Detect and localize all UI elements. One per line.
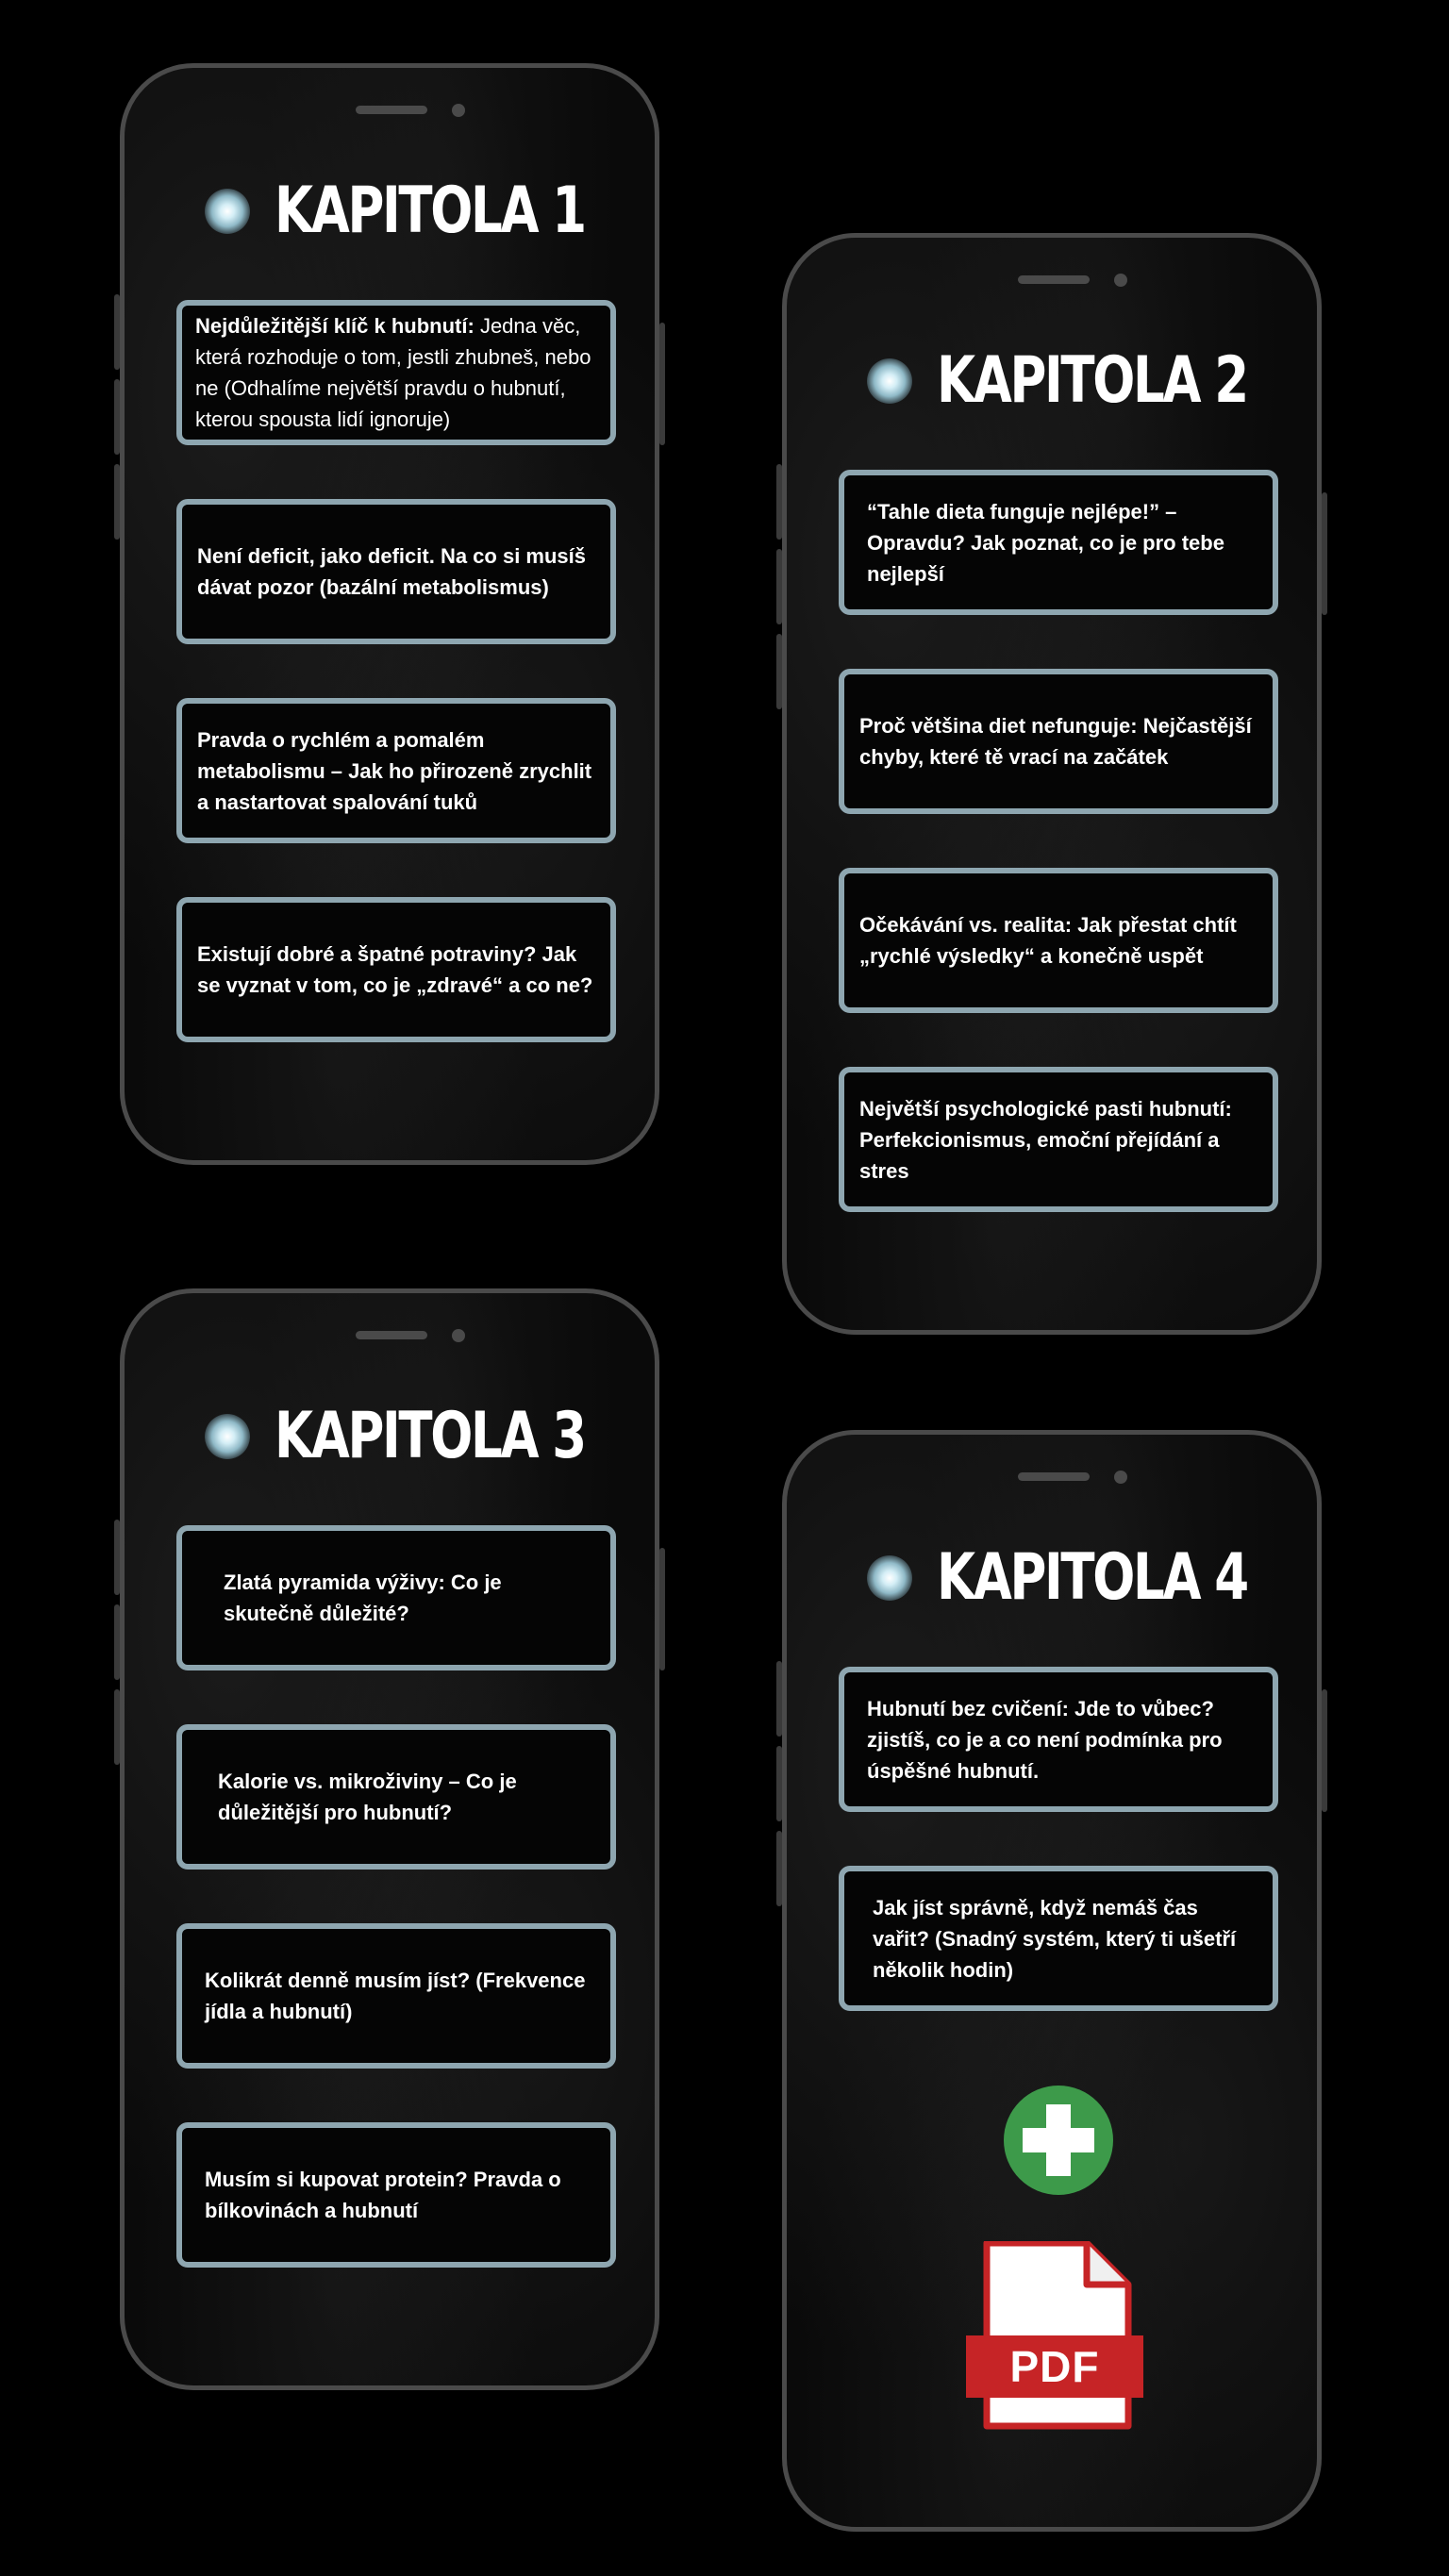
card-text-bold: Musím si kupovat protein? Pravda o bílkovinách a hubnutí xyxy=(205,2168,561,2222)
chapter-heading xyxy=(205,1399,673,1473)
chapter-card[interactable] xyxy=(176,1724,616,1870)
phone-speaker xyxy=(1018,1472,1090,1481)
phone-chapter-3 xyxy=(120,1288,659,2390)
pdf-file-icon xyxy=(966,2241,1151,2430)
chapter-card[interactable] xyxy=(176,300,616,445)
chapter-card[interactable] xyxy=(839,470,1278,615)
card-text-bold: Kalorie vs. mikroživiny – Co je důležitější pro hubnutí? xyxy=(218,1770,517,1824)
phone-speaker xyxy=(356,106,427,114)
chapter-title: KAPITOLA 1 xyxy=(275,174,585,248)
plus-circle-icon xyxy=(1004,2086,1113,2195)
chapter-card[interactable] xyxy=(839,1667,1278,1812)
chapter-card[interactable] xyxy=(176,897,616,1042)
card-text-bold: Jak jíst správně, když nemáš čas vařit? (Snadný systém, který ti ušetří několik hodin) xyxy=(873,1895,1237,1982)
phone-speaker xyxy=(356,1331,427,1339)
glow-orb-icon xyxy=(205,189,250,234)
card-text-bold: Kolikrát denně musím jíst? (Frekvence jídla a hubnutí) xyxy=(205,1969,586,2023)
phone-camera xyxy=(452,104,465,117)
chapter-card[interactable] xyxy=(839,868,1278,1013)
chapter-card[interactable] xyxy=(839,1067,1278,1212)
chapter-heading xyxy=(205,174,673,248)
glow-orb-icon xyxy=(205,1414,250,1459)
card-text-bold: Hubnutí bez cvičení: Jde to vůbec? zjistíš, co je a co není podmínka pro úspěšné hubnutí. xyxy=(867,1696,1223,1783)
card-text-bold: Očekávání vs. realita: Jak přestat chtít „rychlé výsledky“ a konečně uspět xyxy=(859,913,1237,968)
chapter-card[interactable] xyxy=(176,1923,616,2069)
chapter-card[interactable] xyxy=(176,1525,616,1670)
phone-chapter-1 xyxy=(120,63,659,1165)
chapter-heading xyxy=(867,1540,1335,1615)
card-text-normal: Jedna věc, která rozhoduje o tom, jestli zhubneš, nebo ne (Odhalíme největší pravdu o hubnutí, kterou spousta lidí ignoruje) xyxy=(195,314,591,431)
card-text-bold: Zlatá pyramida výživy: Co je skutečně důležité? xyxy=(224,1571,502,1625)
card-text-bold: Není deficit, jako deficit. Na co si musíš dávat pozor (bazální metabolismus) xyxy=(197,544,587,599)
card-text-bold: “Tahle dieta funguje nejlépe!” – Opravdu? Jak poznat, co je pro tebe nejlepší xyxy=(867,499,1224,586)
phone-speaker xyxy=(1018,275,1090,284)
chapter-card[interactable] xyxy=(176,499,616,644)
chapter-title: KAPITOLA 4 xyxy=(937,1540,1247,1615)
chapter-heading xyxy=(867,343,1335,418)
chapter-card[interactable] xyxy=(839,1866,1278,2011)
phone-chapter-4 xyxy=(782,1430,1322,2532)
card-text-bold: Největší psychologické pasti hubnutí: Perfekcionismus, emoční přejídání a stres xyxy=(859,1096,1232,1183)
phone-camera xyxy=(452,1329,465,1342)
phone-chapter-2 xyxy=(782,233,1322,1335)
card-text-bold: Proč většina diet nefunguje: Nejčastější chyby, které tě vrací na začátek xyxy=(859,714,1252,769)
chapter-card[interactable] xyxy=(176,2122,616,2268)
chapter-card[interactable] xyxy=(839,669,1278,814)
card-text-bold: Existují dobré a špatné potraviny? Jak se vyznat v tom, co je „zdravé“ a co ne? xyxy=(197,942,593,997)
chapter-card[interactable] xyxy=(176,698,616,843)
chapter-title: KAPITOLA 2 xyxy=(937,343,1247,418)
card-text-bold: Nejdůležitější klíč k hubnutí: xyxy=(195,314,475,338)
phone-camera xyxy=(1114,274,1127,287)
card-text-bold: Pravda o rychlém a pomalém metabolismu – Jak ho přirozeně zrychlit a nastartovat spalování tuků xyxy=(197,727,592,814)
phone-camera xyxy=(1114,1471,1127,1484)
glow-orb-icon xyxy=(867,358,912,404)
glow-orb-icon xyxy=(867,1555,912,1601)
chapter-title: KAPITOLA 3 xyxy=(275,1399,585,1473)
pdf-label: PDF xyxy=(966,2335,1143,2398)
